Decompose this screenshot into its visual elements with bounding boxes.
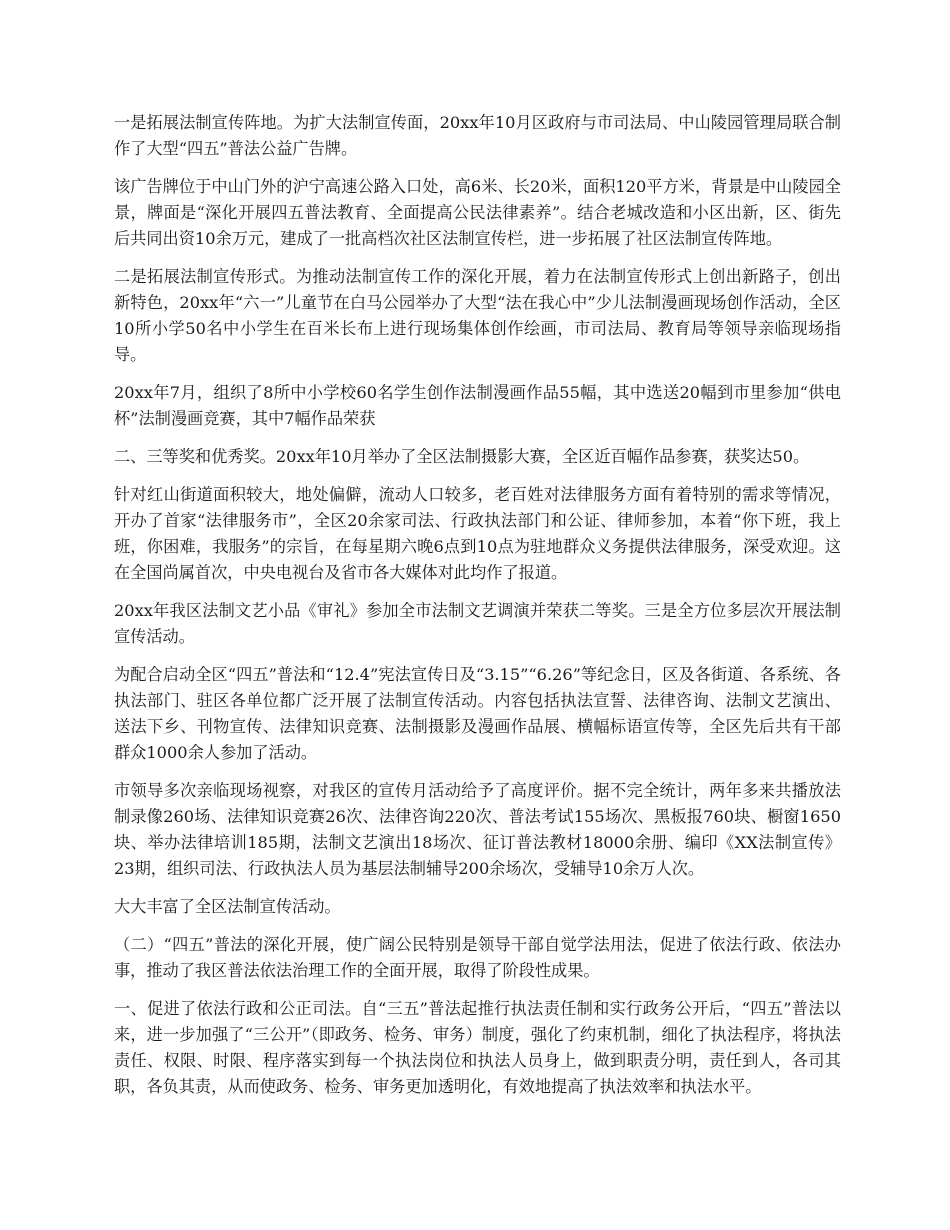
paragraph: 二是拓展法制宣传形式。为推动法制宣传工作的深化开展，着力在法制宣传形式上创出新路子，创出新特色，20xx年“六一”儿童节在白马公园举办了大型“法在我心中”少儿法制漫画现场创作活动，全区10所小学50名中小学生在百米长布上进行现场集体创作绘画，市司法局、教育局等领导亲临现场指导。 [114,267,841,364]
paragraph: 为配合启动全区“四五”普法和“12.4”宪法宣传日及“3.15”“6.26”等纪念日，区及各街道、各系统、各执法部门、驻区各单位都广泛开展了法制宣传活动。内容包括执法宣誓、法律咨询、法制文艺演出、送法下乡、刊物宣传、法律知识竞赛、法制摄影及漫画作品展、横幅标语宣传等，全区先后共有干部群众1000余人参加了活动。 [114,665,841,762]
paragraph: 该广告牌位于中山门外的沪宁高速公路入口处，高6米、长20米，面积120平方米，背景是中山陵园全景，牌面是“深化开展四五普法教育、全面提高公民法律素养”。结合老城改造和小区出新，区、街先后共同出资10余万元，建成了一批高档次社区法制宣传栏，进一步拓展了社区法制宣传阵地。 [114,177,841,248]
paragraph: 一、促进了依法行政和公正司法。自“三五”普法起推行执法责任制和实行政务公开后，“四五”普法以来，进一步加强了“三公开”（即政务、检务、审务）制度，强化了约束机制，细化了执法程序，将执法责任、权限、时限、程序落实到每一个执法岗位和执法人员身上，做到职责分明，责任到人，各司其职，各负其责，从而使政务、检务、审务更加透明化，有效地提高了执法效率和执法水平。 [114,999,841,1096]
paragraph: 二、三等奖和优秀奖。20xx年10月举办了全区法制摄影大赛，全区近百幅作品参赛，获奖达50。 [114,447,810,466]
paragraph: 大大丰富了全区法制宣传活动。 [114,897,341,916]
paragraph: 20xx年我区法制文艺小品《审礼》参加全市法制文艺调演并荣获二等奖。三是全方位多层次开展法制宣传活动。 [114,601,841,646]
paragraph: 20xx年7月，组织了8所中小学校60名学生创作法制漫画作品55幅，其中选送20幅到市里参加“供电杯”法制漫画竞赛，其中7幅作品荣获 [114,383,841,428]
paragraph: （二）“四五”普法的深化开展，使广阔公民特别是领导干部自觉学法用法，促进了依法行政、依法办事，推动了我区普法依法治理工作的全面开展，取得了阶段性成果。 [114,935,841,980]
document-body [114,110,841,1112]
paragraph: 一是拓展法制宣传阵地。为扩大法制宣传面，20xx年10月区政府与市司法局、中山陵园管理局联合制作了大型“四五”普法公益广告牌。 [114,113,841,158]
paragraph: 针对红山街道面积较大，地处偏僻，流动人口较多，老百姓对法律服务方面有着特别的需求等情况，开办了首家“法律服务市”，全区20余家司法、行政执法部门和公证、律师参加，本着“你下班，我上班，你困难，我服务”的宗旨，在每星期六晚6点到10点为驻地群众义务提供法律服务，深受欢迎。这在全国尚属首次，中央电视台及省市各大媒体对此均作了报道。 [114,485,841,582]
paragraph: 市领导多次亲临现场视察，对我区的宣传月活动给予了高度评价。据不完全统计，两年多来共播放法制录像260场、法律知识竞赛26次、法律咨询220次、普法考试155场次、黑板报760块、橱窗1650块、举办法律培训185期，法制文艺演出18场次、征订普法教材18000余册、编印《XX法制宣传》23期，组织司法、行政执法人员为基层法制辅导200余场次，受辅导10余万人次。 [114,781,841,878]
